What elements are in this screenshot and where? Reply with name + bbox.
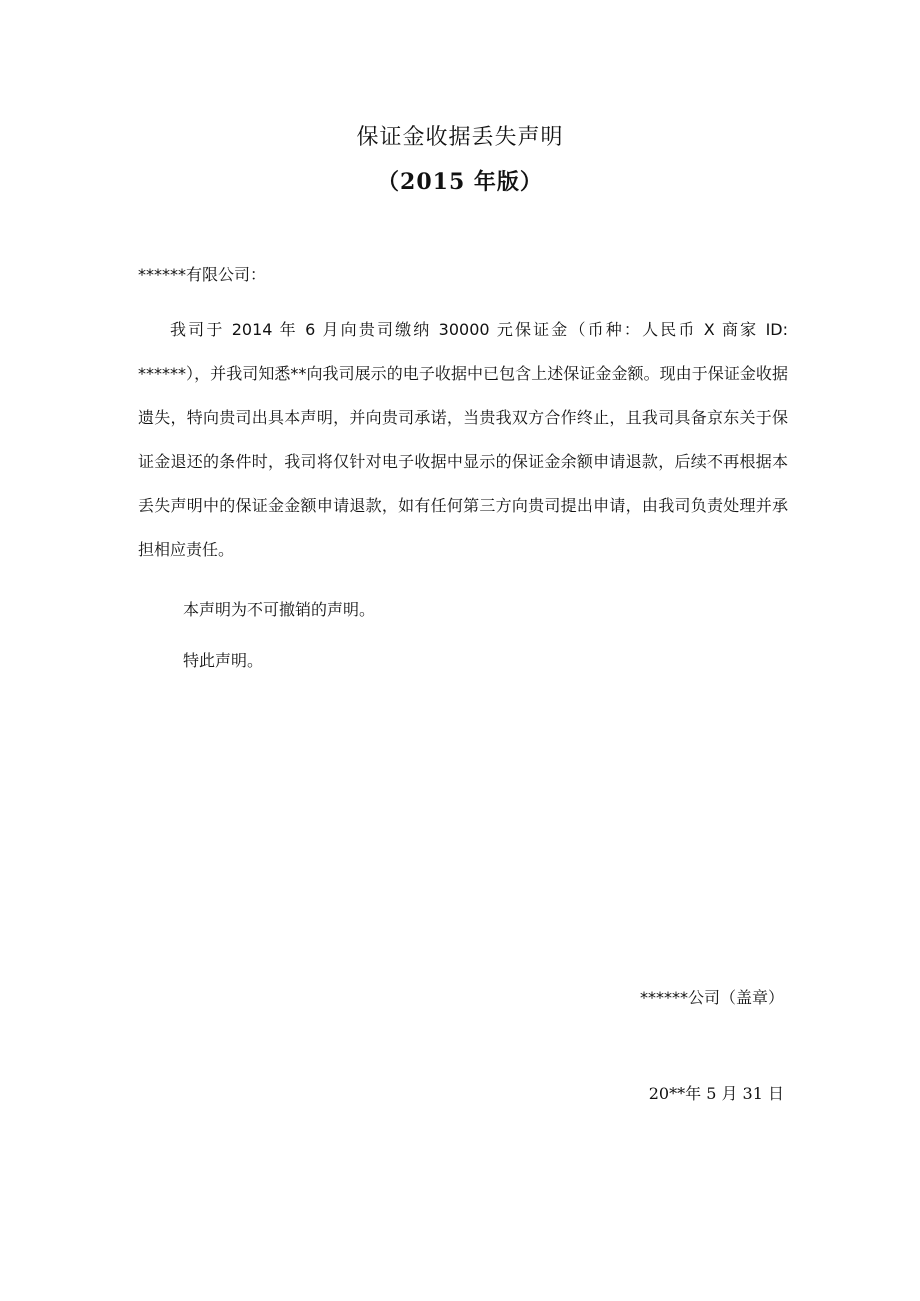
- signature-line: ******公司（盖章）: [639, 988, 784, 1007]
- document-subtitle: （2015 年版）: [377, 169, 543, 195]
- document-title: 保证金收据丢失声明: [356, 125, 564, 150]
- main-paragraph: 我司于 2014 年 6 月向贵司缴纳 30000 元保证金（币种：人民币 X 商家 ID: ******），并我司知悉**向我司展示的电子收据中已包含上述保证金金额。现由于保证金收据遗失，特向贵司出具本声明，并向贵司承诺，当贵我双方合作终止，且我司具备京东关于保证金退还的条件时，我司将仅针对电子收据中显示的保证金余额申请退款，后续不再根据本丢失声明中的保证金金额申请退款，如有任何第三方向贵司提出申请，由我司负责处理并承担相应责任。: [138, 320, 788, 559]
- irrevocable-statement: 本声明为不可撤销的声明。: [183, 600, 376, 619]
- addressee: ******有限公司：: [138, 265, 267, 284]
- date-line: 20**年 5 月 31 日: [648, 1084, 784, 1103]
- closing-statement: 特此声明。: [183, 651, 264, 670]
